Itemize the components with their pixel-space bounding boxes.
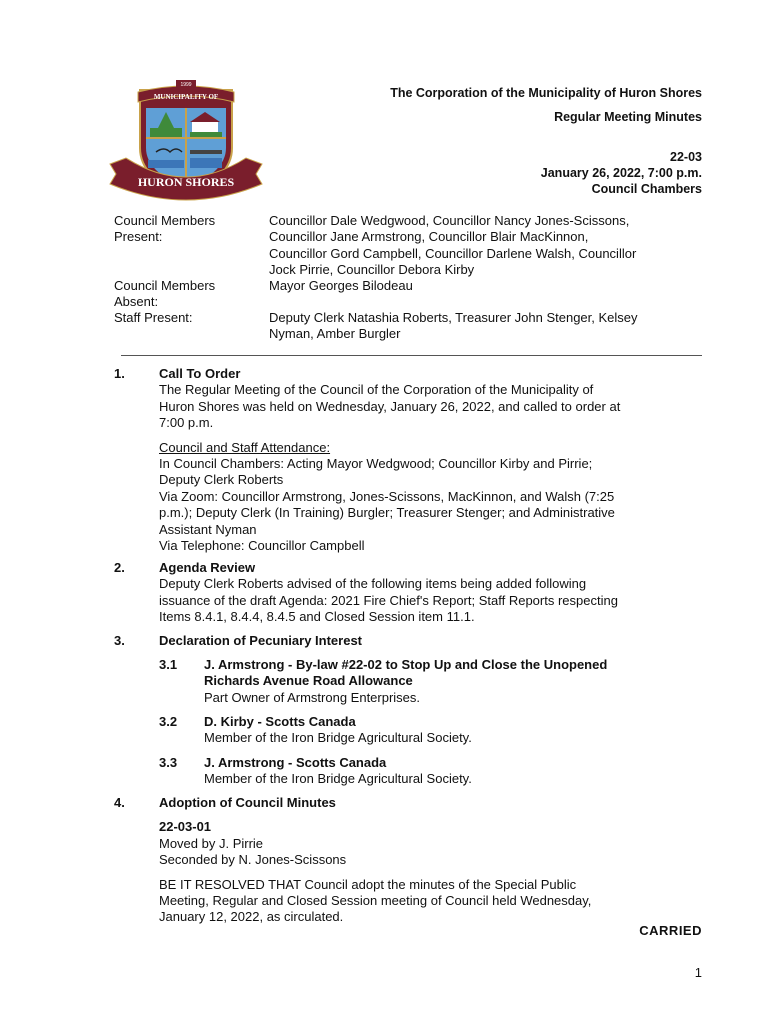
item-3-3-title: J. Armstrong - Scotts Canada <box>204 755 387 770</box>
motion-seconded-by: Seconded by N. Jones-Scissons <box>159 852 347 868</box>
item-3-3-text: Member of the Iron Bridge Agricultural Society. <box>204 771 472 787</box>
item-1-text: Huron Shores was held on Wednesday, January 26, 2022, and called to order at <box>159 398 621 414</box>
crest-year: 1999 <box>180 82 192 88</box>
present-label <box>114 213 215 246</box>
present-line: Jock Pirrie, Councillor Debora Kirby <box>269 261 475 277</box>
staff-label: Staff Present: <box>114 310 193 325</box>
absent-label-line-2: Absent: <box>114 294 159 310</box>
item-2-text: issuance of the draft Agenda: 2021 Fire Chief's Report; Staff Reports respecting <box>159 592 618 608</box>
present-members <box>269 213 709 278</box>
item-4-title: Adoption of Council Minutes <box>159 795 336 810</box>
staff-line: Deputy Clerk Natashia Roberts, Treasurer John Stenger, Kelsey <box>269 310 638 325</box>
item-2-title: Agenda Review <box>159 560 256 575</box>
item-4-section <box>159 795 707 926</box>
absent-label-line-1: Council Members <box>114 278 216 293</box>
staff-present <box>269 310 709 343</box>
item-2-text: Deputy Clerk Roberts advised of the following items being added following <box>159 576 587 592</box>
present-label-line-1: Council Members <box>114 213 216 228</box>
resolution-text: Meeting, Regular and Closed Session meeting of Council held Wednesday, <box>159 893 592 909</box>
present-label-line-2: Present: <box>114 229 163 245</box>
item-2-section <box>159 560 707 626</box>
page-number: 1 <box>694 965 702 980</box>
item-3-1-title: J. Armstrong - By-law #22-02 to Stop Up and Close the Unopened <box>204 657 608 672</box>
staff-line: Nyman, Amber Burgler <box>269 326 401 342</box>
crest-banner-bottom: HURON SHORES <box>137 175 235 189</box>
resolution-text: BE IT RESOLVED THAT Council adopt the minutes of the Special Public <box>159 876 577 892</box>
meeting-datetime: January 26, 2022, 7:00 p.m. <box>540 166 702 180</box>
item-2-number: 2. <box>114 560 125 575</box>
item-1-section <box>159 366 707 554</box>
motion-moved-by: Moved by J. Pirrie <box>159 835 264 851</box>
item-3-1-text: Part Owner of Armstrong Enterprises. <box>204 689 421 705</box>
item-1-number: 1. <box>114 366 125 381</box>
meeting-location: Council Chambers <box>591 182 702 196</box>
attendance-line: Via Telephone: Councillor Campbell <box>159 538 365 554</box>
attendance-subheading: Council and Staff Attendance: <box>159 439 331 455</box>
item-3-title: Declaration of Pecuniary Interest <box>159 633 363 648</box>
item-3-1-number: 3.1 <box>159 657 178 672</box>
organization-name: The Corporation of the Municipality of Huron Shores <box>390 86 702 100</box>
motion-number: 22-03-01 <box>159 819 212 835</box>
attendance-line: Deputy Clerk Roberts <box>159 472 284 488</box>
section-divider <box>121 355 702 356</box>
present-line: Councillor Dale Wedgwood, Councillor Nancy Jones-Scissons, <box>269 213 630 228</box>
item-3-1-section <box>204 657 704 706</box>
item-1-text: 7:00 p.m. <box>159 415 214 431</box>
item-3-3-number: 3.3 <box>159 755 178 770</box>
item-1-title: Call To Order <box>159 366 241 381</box>
crest-banner-top: MUNICIPALITY OF <box>153 93 219 101</box>
item-3-2-text: Member of the Iron Bridge Agricultural Society. <box>204 730 472 746</box>
attendance-line: p.m.); Deputy Clerk (In Training) Burgler; Treasurer Stenger; and Administrative <box>159 505 615 521</box>
item-3-1-title: Richards Avenue Road Allowance <box>204 673 413 689</box>
document-title: Regular Meeting Minutes <box>554 110 702 124</box>
municipal-crest-logo <box>106 78 266 202</box>
item-2-text: Items 8.4.1, 8.4.4, 8.4.5 and Closed Session item 11.1. <box>159 609 475 625</box>
meeting-number: 22-03 <box>670 150 702 164</box>
item-3-number: 3. <box>114 633 125 648</box>
absent-members: Mayor Georges Bilodeau <box>269 278 413 293</box>
present-line: Councillor Jane Armstrong, Councillor Blair MacKinnon, <box>269 229 589 245</box>
present-line: Councillor Gord Campbell, Councillor Darlene Walsh, Councillor <box>269 245 637 261</box>
item-3-3-section <box>204 755 704 788</box>
attendance-line: Assistant Nyman <box>159 521 257 537</box>
resolution-text: January 12, 2022, as circulated. <box>159 909 344 925</box>
item-4-number: 4. <box>114 795 125 810</box>
item-3-2-number: 3.2 <box>159 714 178 729</box>
item-3-2-section <box>204 714 704 747</box>
item-3-2-title: D. Kirby - Scotts Canada <box>204 714 356 729</box>
item-1-text: The Regular Meeting of the Council of the Corporation of the Municipality of <box>159 382 594 398</box>
attendance-line: In Council Chambers: Acting Mayor Wedgwood; Councillor Kirby and Pirrie; <box>159 456 593 472</box>
absent-label <box>114 278 215 311</box>
attendance-line: Via Zoom: Councillor Armstrong, Jones-Scissons, MacKinnon, and Walsh (7:25 <box>159 488 615 504</box>
motion-result: CARRIED <box>639 923 702 938</box>
